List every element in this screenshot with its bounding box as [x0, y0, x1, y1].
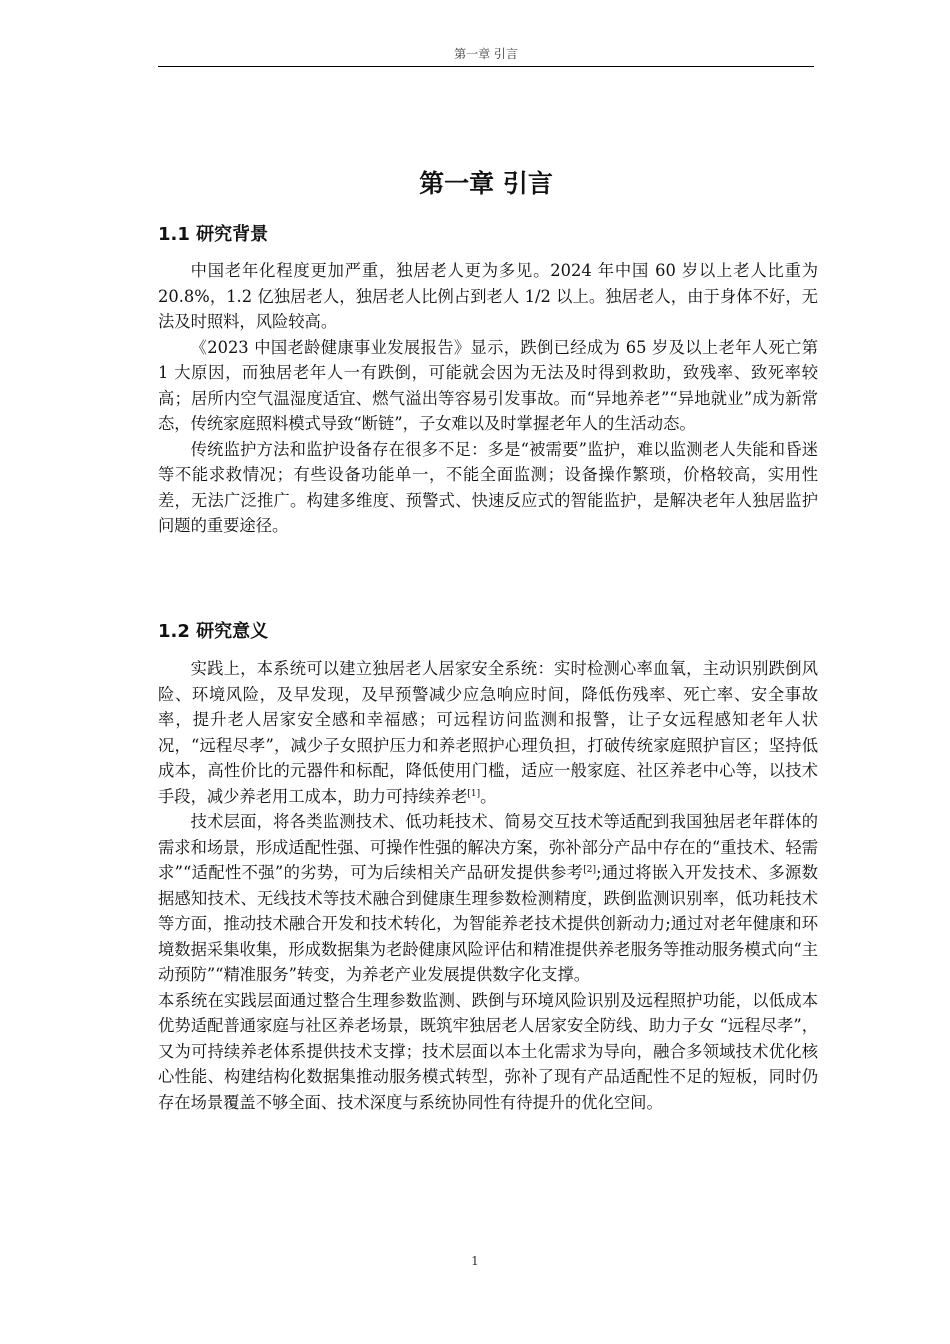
paragraph: 传统监护方法和监护设备存在很多不足：多是“被需要”监护，难以监测老人失能和昏迷等不能求救情况；有些设备功能单一，不能全面监测；设备操作繁琐，价格较高，实用性差，无法广泛推广。构建多维度、预警式、快速反应式的智能监护，是解决老年人独居监护问题的重要途径。 [158, 439, 818, 535]
paragraph-text: 实践上，本系统可以建立独居老人居家安全系统：实时检测心率血氧，主动识别跌倒风险、环境风险，及早发现，及早预警减少应急响应时间，降低伤残率、死亡率、安全事故率，提升老人居家安全感和幸福感；可远程访问监测和报警，让子女远程感知老年人状况，“远程尽孝”，减少子女照护压力和养老照护心理负担，打破传统家庭照护盲区；坚持低成本，高性价比的元器件和标配，降低使用门槛，适应一般家庭、社区养老中心等，以技术手段，减少养老用工成本，助力可持续养老 [158, 659, 818, 806]
section-heading-research-significance: 1.2 研究意义 [158, 621, 269, 642]
running-header [158, 44, 814, 67]
citation-ref[interactable]: [1] [467, 788, 481, 799]
paragraph: 中国老年化程度更加严重，独居老人更为多见。2024 年中国 60 岁以上老人比重为 20.8%，1.2 亿独居老人，独居老人比例占到老人 1/2 以上。独居老人，由于身体不好，无法及时照料，风险较高。 [158, 261, 818, 331]
running-header-title: 第一章 引言 [454, 47, 518, 61]
paragraph [158, 656, 818, 809]
paragraph-text: 技术层面，将各类监测技术、低功耗技术、简易交互技术等适配到我国独居老年群体的需求和场景，形成适配性强、可操作性强的解决方案，弥补部分产品中存在的“重技术、轻需求”“适配性不强”的劣势，可为后续相关产品研发提供参考 [158, 812, 818, 882]
paragraph: 《2023 中国老龄健康事业发展报告》显示，跌倒已经成为 65 岁及以上老年人死亡第 1 大原因，而独居老年人一有跌倒，可能就会因为无法及时得到救助，致残率、致死率较高；居所内空气温湿度适宜、燃气溢出等容易引发事故。而“异地养老”“异地就业”成为新常态，传统家庭照料模式导致“断链”，子女难以及时掌握老年人的生活动态。 [158, 337, 818, 433]
paragraph-text: 。 [480, 786, 497, 806]
chapter-title: 第一章 引言 [419, 169, 553, 198]
section-heading-research-background: 1.1 研究背景 [158, 224, 269, 245]
paragraph-text: ;通过将嵌入开发技术、多源数据感知技术、无线技术等技术融合到健康生理参数检测精度，跌倒监测识别率，低功耗技术等方面，推动技术融合开发和技术转化，为智能养老技术提供创新动力;通过对老年健康和环境数据采集收集，形成数据集为老龄健康风险评估和精准提供养老服务等推动服务模式向“主动预防”“精准服务”转变，为养老产业发展提供数字化支撑。 [158, 863, 818, 984]
citation-ref[interactable]: [2] [583, 865, 597, 875]
page-number: 1 [471, 1254, 479, 1268]
section-research-background [158, 258, 818, 539]
section-research-significance [158, 656, 818, 1115]
paragraph [158, 809, 818, 988]
paragraph: 本系统在实践层面通过整合生理参数监测、跌倒与环境风险识别及远程照护功能，以低成本优势适配普通家庭与社区养老场景，既筑牢独居老人居家安全防线、助力子女 “远程尽孝”，又为可持续养老体系提供技术支撑；技术层面以本土化需求为导向，融合多领域技术优化核心性能、构建结构化数据集推动服务模式转型，弥补了现有产品适配性不足的短板，同时仍存在场景覆盖不够全面、技术深度与系统协同性有待提升的优化空间。 [158, 990, 818, 1112]
